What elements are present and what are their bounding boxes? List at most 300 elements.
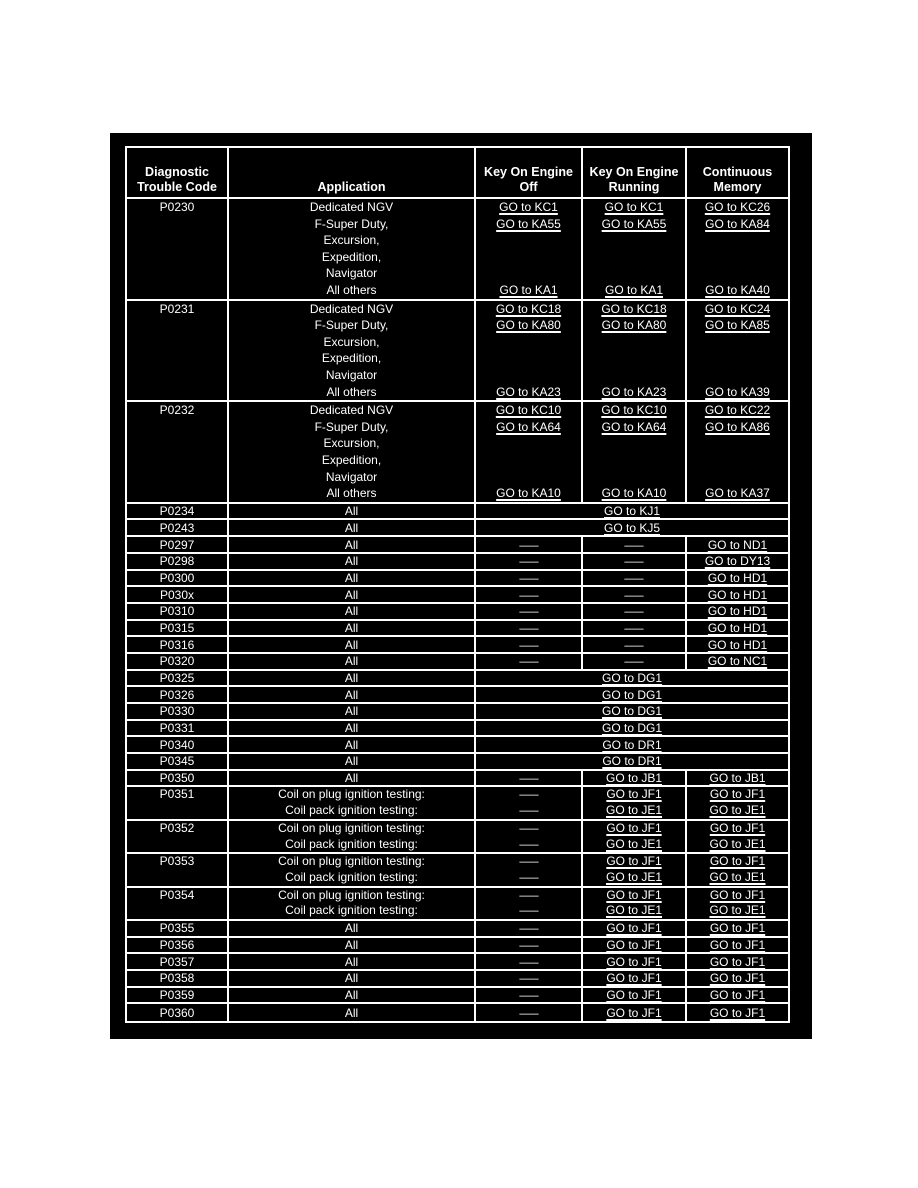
cell-koer	[583, 971, 687, 986]
cell-text: All others	[326, 486, 377, 501]
cell-application	[229, 520, 476, 535]
go-to-link[interactable]: GO to KC22	[704, 403, 771, 418]
cell-application	[229, 971, 476, 986]
go-to-link[interactable]: GO to KC18	[495, 301, 562, 316]
cell-koeo	[476, 537, 583, 552]
cell-koeo	[476, 1004, 583, 1021]
go-to-link[interactable]: GO to KC26	[704, 200, 771, 214]
cell-continuous-memory	[687, 938, 788, 953]
cell-line	[229, 803, 474, 819]
cell-text: P0326	[159, 687, 195, 702]
cell-text: All	[344, 938, 359, 953]
cell-text: Excursion,	[323, 334, 380, 349]
go-to-link[interactable]: GO to HD1	[707, 570, 768, 585]
cell-text: All	[344, 721, 359, 736]
cell-application	[229, 554, 476, 569]
cell-dtc-code	[127, 402, 229, 502]
cell-line	[229, 837, 474, 853]
dash-placeholder: —	[624, 654, 644, 669]
cell-line	[687, 282, 788, 299]
cell-line	[583, 282, 685, 299]
cell-line	[476, 249, 581, 266]
cell-dtc-code	[127, 954, 229, 969]
cell-line	[583, 350, 685, 367]
go-to-link[interactable]: GO to KA23	[601, 384, 667, 399]
cell-line	[229, 384, 474, 401]
cell-koeo	[476, 971, 583, 986]
cell-line	[476, 787, 581, 803]
cell-application	[229, 921, 476, 936]
go-to-link[interactable]: GO to JF1	[709, 988, 766, 1003]
table-row	[127, 604, 788, 621]
cell-line	[229, 199, 474, 216]
cell-dtc-code	[127, 821, 229, 852]
go-to-link[interactable]: GO to KA64	[496, 419, 561, 434]
go-to-link[interactable]: GO to JF1	[709, 1005, 766, 1020]
cell-continuous-memory	[687, 654, 788, 669]
go-to-link[interactable]: GO to KC24	[704, 301, 771, 316]
cell-text: P0345	[159, 754, 195, 769]
go-to-link[interactable]: GO to KA37	[705, 486, 770, 501]
dash-placeholder: —	[518, 954, 539, 969]
cell-line	[583, 249, 685, 266]
cell-koeo	[476, 587, 583, 602]
cell-text: All	[344, 604, 359, 619]
cell-continuous-memory	[687, 888, 788, 919]
cell-line	[476, 452, 581, 469]
go-to-link[interactable]: GO to JF1	[709, 921, 766, 936]
cell-line	[583, 419, 685, 436]
go-to-link[interactable]: GO to JF1	[606, 854, 662, 869]
cell-application	[229, 787, 476, 818]
cell-continuous-memory	[687, 637, 788, 652]
cell-dtc-code	[127, 704, 229, 719]
cell-text: P0331	[159, 721, 195, 736]
cell-line	[476, 402, 581, 419]
go-to-link[interactable]: GO to KA85	[705, 318, 770, 333]
go-to-link[interactable]: GO to JF1	[606, 1005, 662, 1020]
cell-text: Navigator	[325, 367, 378, 382]
go-to-link[interactable]: GO to JF1	[709, 820, 766, 835]
cell-merged-go	[476, 687, 788, 702]
cell-line	[583, 435, 685, 452]
cell-line	[687, 317, 788, 334]
cell-application	[229, 938, 476, 953]
dash-placeholder: —	[518, 637, 539, 652]
go-to-link[interactable]: GO to KA39	[705, 384, 770, 399]
cell-dtc-code	[127, 637, 229, 652]
cell-line	[687, 199, 788, 216]
header-key-on-engine-running	[583, 148, 687, 197]
cell-text: Dedicated NGV	[309, 200, 394, 214]
cell-text: P0355	[159, 921, 195, 936]
cell-line	[476, 384, 581, 401]
go-to-link[interactable]: GO to HD1	[707, 620, 768, 635]
cell-application	[229, 671, 476, 686]
header-line: Off	[519, 180, 538, 194]
cell-koeo	[476, 988, 583, 1003]
cell-dtc-code	[127, 754, 229, 769]
cell-text: P030x	[159, 587, 195, 602]
cell-koer	[583, 954, 687, 969]
cell-line	[687, 837, 788, 853]
table-row	[127, 504, 788, 521]
cell-text: P0351	[159, 787, 195, 802]
cell-text: P0232	[159, 403, 195, 418]
cell-text: P0325	[159, 671, 195, 685]
cell-text: All	[344, 671, 359, 685]
go-to-link[interactable]: GO to JF1	[606, 820, 662, 835]
cell-line	[583, 854, 685, 870]
cell-koeo	[476, 771, 583, 786]
cell-continuous-memory	[687, 921, 788, 936]
cell-koer	[583, 571, 687, 586]
cell-koer	[583, 621, 687, 636]
go-to-link[interactable]: GO to HD1	[707, 587, 768, 602]
go-to-link[interactable]: GO to JF1	[606, 954, 662, 969]
cell-continuous-memory	[687, 402, 788, 502]
go-to-link[interactable]: GO to HD1	[707, 604, 768, 619]
cell-text: Coil pack ignition testing:	[285, 836, 418, 851]
go-to-link[interactable]: GO to JF1	[709, 887, 766, 902]
cell-koer	[583, 1004, 687, 1021]
go-to-link[interactable]: GO to DR1	[602, 737, 662, 752]
cell-text: F-Super Duty,	[314, 216, 389, 231]
go-to-link[interactable]: GO to JF1	[709, 854, 766, 869]
cell-line	[476, 317, 581, 334]
dash-placeholder: —	[518, 654, 539, 669]
go-to-link[interactable]: GO to JE1	[709, 836, 766, 851]
cell-line	[476, 469, 581, 486]
cell-line	[583, 485, 685, 502]
cell-line	[476, 803, 581, 819]
cell-koeo	[476, 402, 583, 502]
cell-application	[229, 988, 476, 1003]
dash-placeholder: —	[624, 570, 644, 585]
cell-dtc-code	[127, 621, 229, 636]
header-line: Diagnostic	[145, 165, 209, 179]
go-to-link[interactable]: GO to DR1	[602, 754, 662, 769]
go-to-link[interactable]: GO to KA55	[601, 216, 667, 231]
cell-koer	[583, 402, 687, 502]
go-to-link[interactable]: GO to JE1	[605, 869, 663, 884]
cell-merged-go	[476, 704, 788, 719]
cell-line	[476, 854, 581, 870]
go-to-link[interactable]: GO to DG1	[601, 687, 663, 702]
cell-line	[476, 903, 581, 919]
cell-application	[229, 402, 476, 502]
cell-line	[583, 367, 685, 384]
cell-text: All	[344, 704, 359, 719]
dash-placeholder: —	[518, 787, 539, 802]
cell-text: All	[344, 921, 359, 936]
cell-line	[229, 854, 474, 870]
cell-line	[583, 402, 685, 419]
cell-line	[583, 787, 685, 803]
go-to-link[interactable]: GO to KJ1	[603, 504, 661, 519]
cell-dtc-code	[127, 1004, 229, 1021]
cell-line	[476, 485, 581, 502]
cell-text: Coil pack ignition testing:	[285, 869, 418, 884]
dash-placeholder: —	[518, 869, 539, 884]
dash-placeholder: —	[518, 903, 539, 918]
cell-dtc-code	[127, 504, 229, 519]
cell-koer	[583, 604, 687, 619]
cell-line	[687, 419, 788, 436]
dash-placeholder: —	[518, 971, 539, 986]
cell-koeo	[476, 301, 583, 401]
cell-koeo	[476, 604, 583, 619]
cell-koeo	[476, 621, 583, 636]
cell-koer	[583, 771, 687, 786]
go-to-link[interactable]: GO to JF1	[606, 787, 662, 802]
cell-text: All	[344, 988, 359, 1003]
cell-koeo	[476, 821, 583, 852]
cell-line	[229, 419, 474, 436]
cell-text: Expedition,	[321, 452, 382, 467]
cell-line	[583, 903, 685, 919]
cell-dtc-code	[127, 554, 229, 569]
cell-line	[127, 199, 227, 216]
cell-koer	[583, 587, 687, 602]
dash-placeholder: —	[518, 537, 539, 552]
cell-line	[583, 821, 685, 837]
go-to-link[interactable]: GO to KA55	[496, 216, 561, 231]
cell-application	[229, 504, 476, 519]
cell-koer	[583, 821, 687, 852]
go-to-link[interactable]: GO to KC1	[604, 200, 664, 214]
go-to-link[interactable]: GO to KC10	[601, 403, 667, 418]
cell-koeo	[476, 921, 583, 936]
cell-line	[476, 199, 581, 216]
cell-continuous-memory	[687, 587, 788, 602]
cell-line	[127, 854, 227, 870]
cell-koer	[583, 938, 687, 953]
go-to-link[interactable]: GO to JF1	[606, 971, 662, 986]
dash-placeholder: —	[518, 938, 539, 953]
cell-line	[127, 301, 227, 318]
cell-line	[229, 334, 474, 351]
go-to-link[interactable]: GO to KA10	[496, 486, 561, 501]
cell-line	[583, 199, 685, 216]
go-to-link[interactable]: GO to DG1	[601, 704, 663, 719]
cell-line	[229, 317, 474, 334]
header-application	[229, 148, 476, 197]
cell-koer	[583, 301, 687, 401]
cell-line	[687, 870, 788, 886]
cell-dtc-code	[127, 537, 229, 552]
table-row	[127, 938, 788, 955]
go-to-link[interactable]: GO to JB1	[709, 771, 766, 786]
go-to-link[interactable]: GO to KC18	[601, 301, 667, 316]
cell-line	[687, 821, 788, 837]
table-row	[127, 821, 788, 854]
cell-text: All	[344, 570, 359, 585]
dash-placeholder: —	[624, 637, 644, 652]
table-header-row	[127, 148, 788, 199]
cell-line	[583, 452, 685, 469]
cell-line	[476, 265, 581, 282]
cell-dtc-code	[127, 520, 229, 535]
go-to-link[interactable]: GO to JF1	[709, 971, 766, 986]
cell-line	[583, 265, 685, 282]
dash-placeholder: —	[518, 1005, 539, 1020]
go-to-link[interactable]: GO to JE1	[605, 836, 663, 851]
cell-line	[229, 485, 474, 502]
go-to-link[interactable]: GO to KA1	[604, 282, 664, 297]
cell-koer	[583, 199, 687, 299]
table-row	[127, 771, 788, 788]
cell-text: P0297	[159, 537, 195, 552]
cell-line	[687, 350, 788, 367]
cell-merged-go	[476, 737, 788, 752]
table-row	[127, 704, 788, 721]
go-to-link[interactable]: GO to HD1	[707, 637, 768, 652]
cell-continuous-memory	[687, 854, 788, 885]
cell-line	[687, 216, 788, 233]
table-row	[127, 971, 788, 988]
cell-application	[229, 587, 476, 602]
go-to-link[interactable]: GO to JF1	[709, 938, 766, 953]
cell-text: Navigator	[325, 469, 378, 484]
cell-text: P0330	[159, 704, 195, 719]
cell-line	[687, 787, 788, 803]
go-to-link[interactable]: GO to NC1	[707, 654, 768, 669]
go-to-link[interactable]: GO to JF1	[709, 954, 766, 969]
go-to-link[interactable]: GO to JE1	[709, 803, 766, 818]
go-to-link[interactable]: GO to JF1	[606, 921, 662, 936]
cell-text: All	[344, 554, 359, 569]
cell-line	[229, 870, 474, 886]
cell-line	[583, 888, 685, 904]
cell-koeo	[476, 637, 583, 652]
cell-text: All	[344, 737, 359, 752]
cell-text: All	[344, 654, 359, 669]
scanned-page-panel	[110, 133, 812, 1039]
cell-koeo	[476, 554, 583, 569]
cell-text: Expedition,	[321, 249, 382, 264]
cell-line	[476, 232, 581, 249]
cell-line	[687, 249, 788, 266]
cell-text: P0316	[159, 637, 195, 652]
cell-koer	[583, 554, 687, 569]
cell-application	[229, 821, 476, 852]
cell-line	[476, 350, 581, 367]
cell-dtc-code	[127, 587, 229, 602]
go-to-link[interactable]: GO to KA10	[601, 486, 667, 501]
cell-merged-go	[476, 520, 788, 535]
cell-application	[229, 954, 476, 969]
table-row	[127, 687, 788, 704]
go-to-link[interactable]: GO to KA23	[496, 384, 561, 399]
cell-line	[476, 888, 581, 904]
cell-koer	[583, 854, 687, 885]
header-line: Continuous	[702, 165, 773, 179]
cell-dtc-code	[127, 654, 229, 669]
go-to-link[interactable]: GO to KC1	[499, 200, 558, 214]
cell-merged-go	[476, 754, 788, 769]
go-to-link[interactable]: GO to JF1	[709, 787, 766, 802]
cell-application	[229, 537, 476, 552]
cell-text: Coil pack ignition testing:	[285, 903, 418, 918]
cell-line	[229, 435, 474, 452]
cell-koeo	[476, 854, 583, 885]
go-to-link[interactable]: GO to JF1	[606, 887, 662, 902]
go-to-link[interactable]: GO to JE1	[709, 869, 766, 884]
cell-merged-go	[476, 504, 788, 519]
go-to-link[interactable]: GO to DG1	[601, 721, 663, 736]
cell-application	[229, 301, 476, 401]
go-to-link[interactable]: GO to DG1	[601, 671, 663, 685]
dash-placeholder: —	[518, 620, 539, 635]
dash-placeholder: —	[518, 887, 539, 902]
go-to-link[interactable]: GO to KA40	[705, 282, 770, 297]
cell-text: P0310	[159, 604, 195, 619]
go-to-link[interactable]: GO to KA1	[499, 282, 558, 297]
cell-line	[229, 282, 474, 299]
go-to-link[interactable]: GO to KC10	[495, 403, 562, 418]
header-line: Memory	[713, 180, 762, 194]
header-line: Trouble Code	[137, 180, 217, 194]
go-to-link[interactable]: GO to JF1	[606, 988, 662, 1003]
go-to-link[interactable]: GO to KA80	[601, 318, 667, 333]
cell-line	[687, 265, 788, 282]
go-to-link[interactable]: GO to KA64	[601, 419, 667, 434]
go-to-link[interactable]: GO to JB1	[605, 771, 663, 786]
go-to-link[interactable]: GO to JF1	[606, 938, 662, 953]
go-to-link[interactable]: GO to JE1	[605, 803, 663, 818]
cell-continuous-memory	[687, 621, 788, 636]
cell-continuous-memory	[687, 301, 788, 401]
cell-continuous-memory	[687, 787, 788, 818]
table-row	[127, 621, 788, 638]
cell-line	[687, 854, 788, 870]
go-to-link[interactable]: GO to KA86	[705, 419, 770, 434]
cell-text: Coil pack ignition testing:	[285, 803, 418, 818]
dash-placeholder: —	[518, 921, 539, 936]
go-to-link[interactable]: GO to JE1	[605, 903, 663, 918]
cell-text: Coil on plug ignition testing:	[278, 887, 425, 902]
go-to-link[interactable]: GO to KJ5	[603, 520, 661, 535]
cell-line	[687, 469, 788, 486]
cell-line	[583, 803, 685, 819]
table-row	[127, 921, 788, 938]
dash-placeholder: —	[518, 587, 539, 602]
table-row	[127, 654, 788, 671]
cell-line	[583, 301, 685, 318]
table-row	[127, 554, 788, 571]
dash-placeholder: —	[518, 604, 539, 619]
table-row	[127, 988, 788, 1005]
cell-dtc-code	[127, 737, 229, 752]
table-row	[127, 520, 788, 537]
cell-koeo	[476, 787, 583, 818]
go-to-link[interactable]: GO to DY13	[704, 554, 771, 569]
cell-continuous-memory	[687, 988, 788, 1003]
cell-continuous-memory	[687, 571, 788, 586]
cell-line	[583, 870, 685, 886]
cell-line	[127, 821, 227, 837]
go-to-link[interactable]: GO to ND1	[707, 537, 768, 552]
go-to-link[interactable]: GO to JE1	[709, 903, 766, 918]
go-to-link[interactable]: GO to KA80	[496, 318, 561, 333]
go-to-link[interactable]: GO to KA84	[705, 216, 770, 231]
cell-dtc-code	[127, 604, 229, 619]
table-row	[127, 737, 788, 754]
cell-line	[687, 803, 788, 819]
table-row	[127, 571, 788, 588]
cell-text: All	[344, 537, 359, 552]
